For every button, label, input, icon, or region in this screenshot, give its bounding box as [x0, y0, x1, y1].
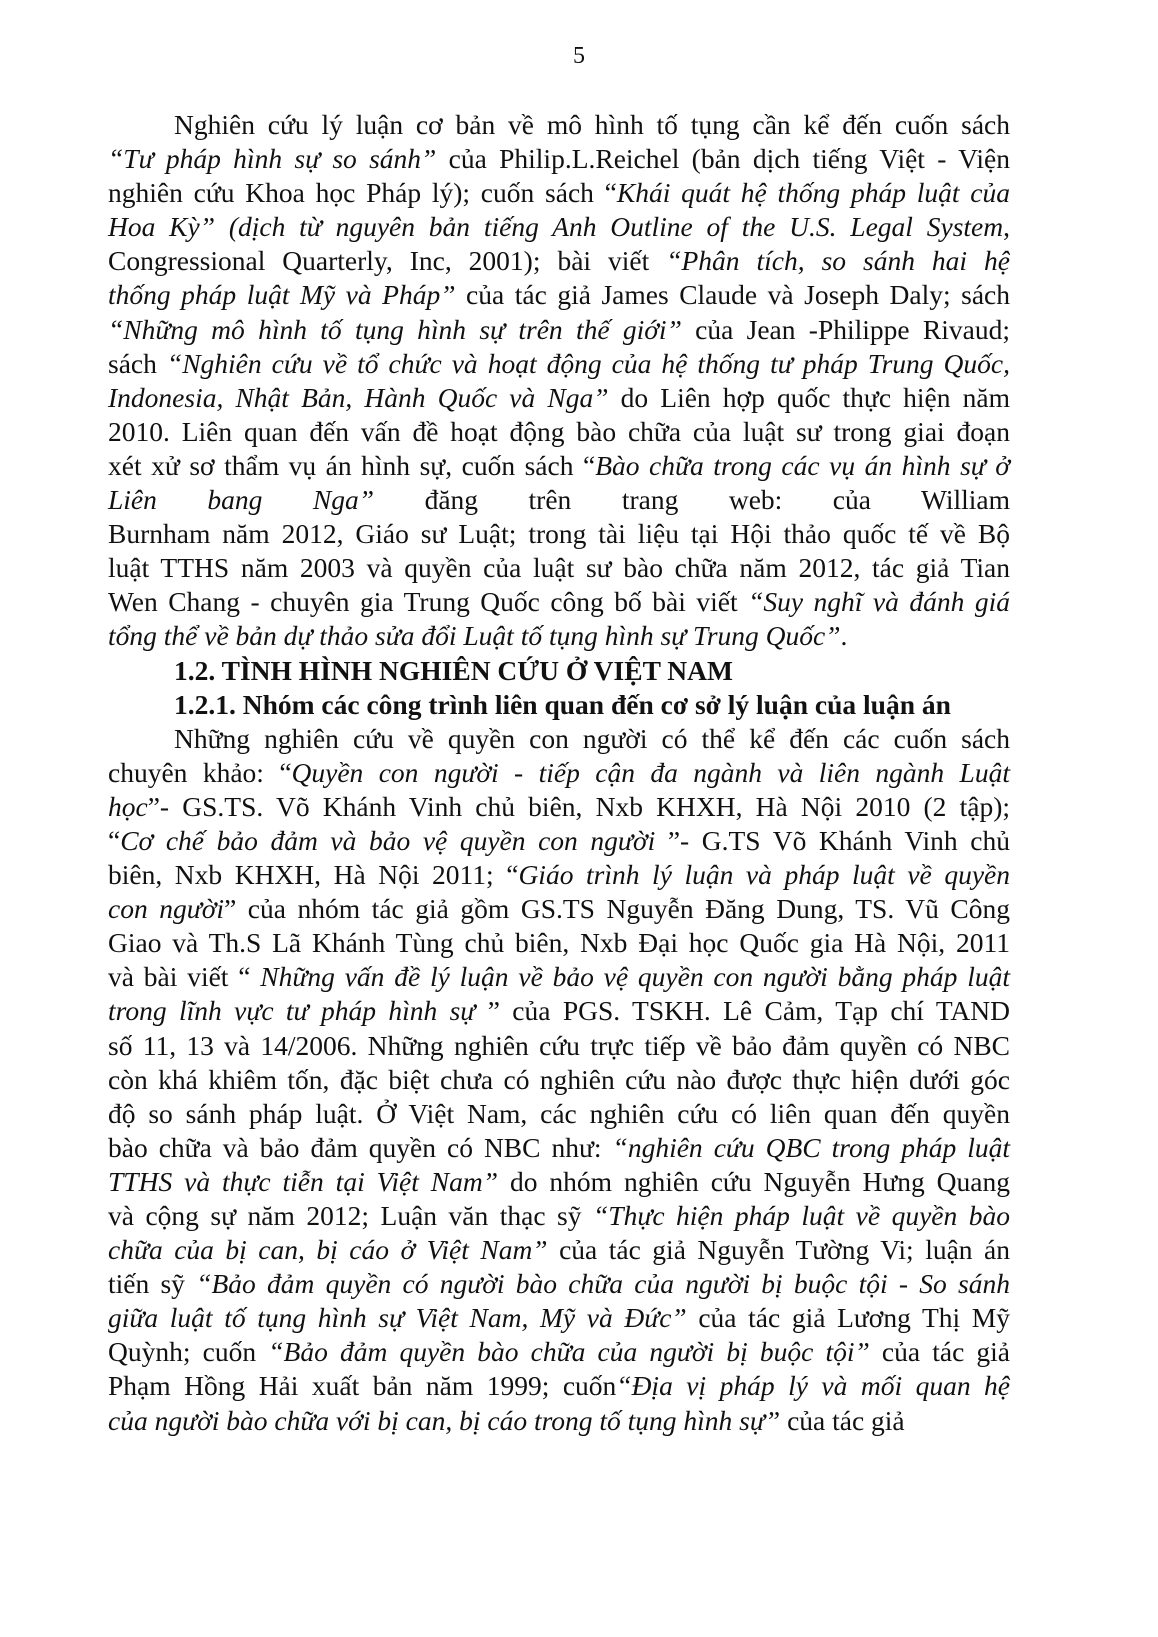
text-line: [108, 790, 1010, 824]
text-line: [108, 585, 1010, 619]
text-line: [108, 449, 1010, 483]
text-segment: nghiên cứu Khoa học Pháp lý); cuốn sách “: [108, 177, 617, 209]
text-segment: Wen Chang - chuyên gia Trung Quốc công bố bài viết: [108, 586, 749, 618]
italic-title-segment: học: [108, 790, 148, 822]
italic-title-segment: Những vấn đề lý luận về bảo vệ quyền con người bằng pháp luật: [260, 961, 1010, 993]
text-segment: 2010. Liên quan đến vấn đề hoạt động bào chữa của luật sư trong giai đoạn: [108, 415, 1010, 447]
text-line: [108, 1267, 1010, 1301]
italic-title-segment: “nghiên cứu QBC trong pháp luật: [612, 1131, 1010, 1163]
text-line: [108, 142, 1010, 176]
italic-title-segment: Hoa Kỳ” (dịch từ nguyên bản tiếng Anh Outline of the U.S. Legal System: [108, 211, 1004, 243]
paragraph-literature-foreign: [108, 108, 1010, 654]
italic-title-segment: Cơ chế bảo đảm và bảo vệ quyền con người: [120, 824, 668, 856]
text-segment: của tác giả Lương Thị Mỹ: [686, 1302, 1010, 1334]
text-segment: độ so sánh pháp luật. Ở Việt Nam, các nghiên cứu có liên quan đến quyền: [108, 1097, 1010, 1129]
italic-title-segment: Giáo trình lý luận và pháp luật về quyền: [518, 859, 1010, 891]
italic-title-segment: “Những mô hình tố tụng hình sự trên thế giới”: [108, 313, 682, 345]
page-number: 5: [573, 43, 585, 69]
text-line: [108, 858, 1010, 892]
text-segment: bào chữa và bảo đảm quyền có NBC như:: [108, 1131, 613, 1163]
text-line: [108, 1301, 1010, 1335]
italic-title-segment: Indonesia, Nhật Bản, Hành Quốc và Nga”: [108, 381, 609, 413]
text-line: [108, 1199, 1010, 1233]
text-segment: sách: [108, 347, 167, 379]
italic-title-segment: “Bảo đảm quyền có người bào chữa của người bị buộc tội - So sánh: [196, 1268, 1010, 1300]
text-line: [108, 824, 1010, 858]
document-body: [108, 108, 1010, 1438]
italic-title-segment: Bào chữa trong các vụ án hình sự ở: [595, 449, 1010, 481]
text-line: [108, 960, 1010, 994]
text-segment: ” của nhóm tác giả gồm GS.TS Nguyễn Đăng Dung, TS. Vũ Công: [224, 893, 1010, 925]
text-segment: Những nghiên cứu về quyền con người có thể kể đến các cuốn sách: [174, 722, 1010, 754]
text-line: [108, 347, 1010, 381]
text-line: [108, 1165, 1010, 1199]
text-line: [108, 517, 1010, 551]
text-line: [108, 1131, 1010, 1165]
text-line: [108, 278, 1010, 312]
text-segment: của tác giả James Claude và Joseph Daly; sách: [455, 279, 1011, 311]
text-segment: do nhóm nghiên cứu Nguyễn Hưng Quang: [498, 1165, 1010, 1197]
text-line: [108, 1029, 1010, 1063]
text-segment: Congressional Quarterly, Inc, 2001); bài viết: [108, 245, 667, 277]
italic-title-segment: “Tư pháp hình sự so sánh”: [108, 143, 437, 175]
text-segment: xét xử sơ thẩm vụ án hình sự, cuốn sách “: [108, 449, 596, 481]
italic-title-segment: giữa luật tố tụng hình sự Việt Nam, Mỹ và Đức”: [108, 1302, 687, 1334]
text-line: [108, 1369, 1010, 1403]
text-line: [108, 381, 1010, 415]
text-segment: của Jean -Philippe Rivaud;: [681, 313, 1010, 345]
italic-title-segment: của người bào chữa với bị can, bị cáo trong tố tụng hình sự”: [108, 1404, 781, 1436]
italic-title-segment: Khái quát hệ thống pháp luật của: [616, 177, 1010, 209]
text-segment: Nghiên cứu lý luận cơ bản về mô hình tố tụng cần kể đến cuốn sách: [174, 109, 1010, 140]
italic-title-segment: trong lĩnh vực tư pháp hình sự: [108, 995, 488, 1027]
text-line: [108, 722, 1010, 756]
text-segment: số 11, 13 và 14/2006. Những nghiên cứu trực tiếp về bảo đảm quyền có NBC: [108, 1029, 1010, 1061]
text-line: [108, 108, 1010, 142]
italic-title-segment: con người: [108, 893, 225, 925]
italic-title-segment: TTHS và thực tiễn tại Việt Nam”: [108, 1165, 499, 1197]
text-segment: ”- GS.TS. Võ Khánh Vinh chủ biên, Nxb KHXH, Hà Nội 2010 (2 tập);: [147, 790, 1010, 822]
text-line: [108, 176, 1010, 210]
italic-title-segment: Liên bang Nga”: [108, 484, 375, 516]
text-line: [108, 756, 1010, 790]
text-line: [108, 415, 1010, 449]
italic-title-segment: “Suy nghĩ và đánh giá: [748, 586, 1010, 618]
italic-title-segment: “Bảo đảm quyền bào chữa của người bị buộc tội”: [268, 1336, 870, 1368]
text-line: [108, 244, 1010, 278]
text-segment: ” của PGS. TSKH. Lê Cảm, Tạp chí TAND: [487, 995, 1010, 1027]
text-line: [108, 210, 1010, 244]
italic-title-segment: Quyền con người - tiếp cận đa ngành và liên ngành Luật: [291, 756, 1010, 788]
text-segment: “: [108, 824, 121, 856]
text-line: [108, 1233, 1010, 1267]
italic-title-segment: “Địa vị pháp lý và mối quan hệ: [616, 1370, 1010, 1402]
text-segment: ”- G.TS Võ Khánh Vinh chủ: [667, 824, 1010, 856]
italic-title-segment: “Phân tích, so sánh hai hệ: [666, 245, 1010, 277]
text-line: [108, 1097, 1010, 1131]
text-segment: và cộng sự năm 2012; Luận văn thạc sỹ: [108, 1200, 593, 1231]
text-line: [108, 551, 1010, 585]
text-line: [108, 1063, 1010, 1097]
italic-title-segment: “Thực hiện pháp luật về quyền bào: [593, 1200, 1011, 1231]
italic-title-segment: thống pháp luật Mỹ và Pháp”: [108, 279, 456, 311]
text-segment: của tác giả Nguyễn Tường Vi; luận án: [547, 1234, 1010, 1266]
italic-title-segment: tổng thể về bản dự thảo sửa đổi Luật tố tụng hình sự Trung Quốc”: [108, 620, 841, 652]
text-segment: luật TTHS năm 2003 và quyền của luật sư bào chữa năm 2012, tác giả Tian: [108, 552, 1010, 584]
text-segment: do Liên hợp quốc thực hiện năm: [608, 381, 1010, 413]
text-segment: tiến sỹ: [108, 1268, 197, 1300]
subsection-heading-theory: 1.2.1. Nhóm các công trình liên quan đến cơ sở lý luận của luận án: [174, 688, 951, 720]
italic-title-segment: chữa của bị can, bị cáo ở Việt Nam”: [108, 1234, 548, 1266]
text-line: [108, 483, 1010, 517]
text-line: [108, 994, 1010, 1028]
text-segment: .: [840, 620, 848, 652]
text-line: [108, 926, 1010, 960]
text-segment: chuyên khảo: “: [108, 756, 292, 788]
text-segment: của tác giả: [780, 1404, 905, 1436]
text-segment: Quỳnh; cuốn: [108, 1336, 269, 1368]
paragraph-literature-vietnam: [108, 722, 1010, 1438]
text-segment: ,: [1003, 211, 1010, 243]
text-segment: Phạm Hồng Hải xuất bản năm 1999; cuốn: [108, 1370, 617, 1402]
text-segment: còn khá khiêm tốn, đặc biệt chưa có nghiên cứu nào được thực hiện dưới góc: [108, 1063, 1010, 1095]
text-segment: của tác giả: [869, 1336, 1011, 1368]
text-line: [108, 1404, 1010, 1438]
text-line: [108, 313, 1010, 347]
section-heading-vietnam: 1.2. TÌNH HÌNH NGHIÊN CỨU Ở VIỆT NAM: [174, 654, 733, 686]
text-segment: Burnham năm 2012, Giáo sư Luật; trong tài liệu tại Hội thảo quốc tế về Bộ: [108, 518, 1010, 550]
text-segment: biên, Nxb KHXH, Hà Nội 2011; “: [108, 859, 519, 891]
italic-title-segment: “Nghiên cứu về tổ chức và hoạt động của hệ thống tư pháp Trung Quốc,: [166, 347, 1010, 379]
text-segment: của Philip.L.Reichel (bản dịch tiếng Việt - Viện: [436, 143, 1010, 175]
text-line: [108, 1335, 1010, 1369]
text-line: [108, 619, 1010, 653]
text-line: [108, 892, 1010, 926]
text-segment: Giao và Th.S Lã Khánh Tùng chủ biên, Nxb Đại học Quốc gia Hà Nội, 2011: [108, 927, 1010, 959]
text-segment: đăng trên trang web: của William: [374, 484, 1010, 516]
text-segment: và bài viết “: [108, 961, 261, 993]
